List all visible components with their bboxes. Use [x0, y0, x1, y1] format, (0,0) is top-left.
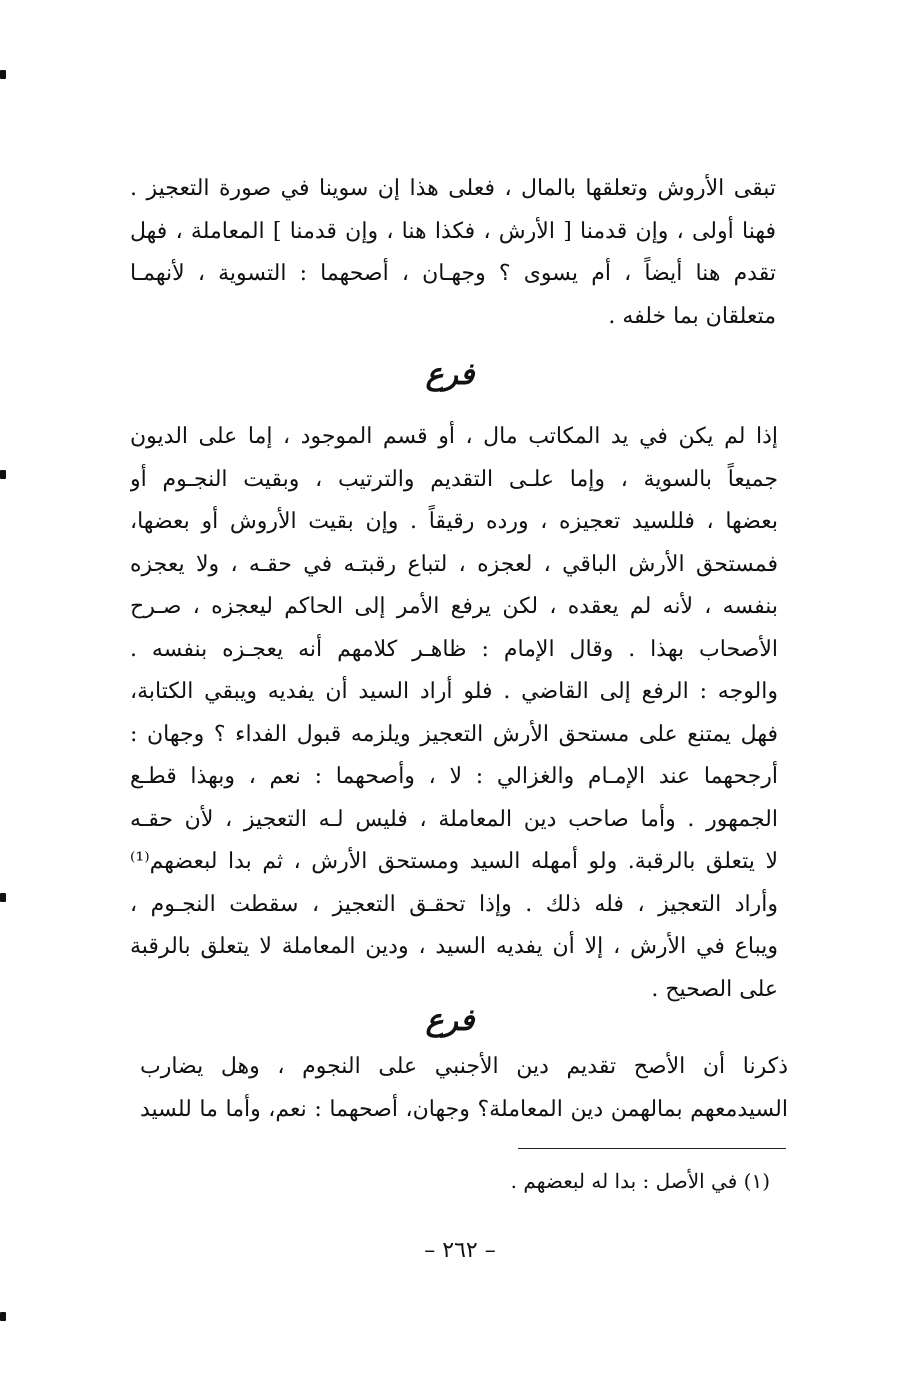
text-line: فمستحق الأرش الباقي ، لعجزه ، لتباع رقبتـه في حقـه ، ولا يعجزه [130, 551, 778, 577]
section-heading: فرع [425, 1003, 475, 1038]
scan-edge-mark [0, 470, 6, 479]
text-line: بعضها ، فللسيد تعجيزه ، ورده رقيقاً . وإن بقيت الأروش أو بعضها، [130, 509, 778, 534]
text-line: الجمهور . وأما صاحب دين المعاملة ، فليس لـه التعجيز ، لأن حقـه [130, 806, 778, 832]
text-line: جميعاً بالسوية ، وإما علـى التقديم والترتيب ، وبقيت النجـوم أو [130, 466, 778, 492]
paragraph-2 [130, 416, 778, 1011]
scan-edge-mark [0, 893, 6, 902]
text-line: والوجه : الرفع إلى القاضي . فلو أراد السيد أن يفديه ويبقي الكتابة، [130, 679, 778, 704]
paragraph-1 [130, 168, 776, 338]
footnote-divider [518, 1148, 786, 1149]
text-line: السيدمعهم بمالهمن دين المعاملة؟ وجهان، أصحهما : نعم، وأما ما للسيد [140, 1096, 788, 1122]
text-line: إذا لم يكن في يد المكاتب مال ، أو قسم الموجود ، إما على الديون [130, 424, 778, 449]
paragraph-3 [140, 1046, 788, 1131]
text-line: ذكرنا أن الأصح تقديم دين الأجنبي على النجوم ، وهل يضارب [140, 1054, 788, 1079]
text-line: متعلقان بما خلفه . [608, 303, 776, 329]
page-number: – ٢٦٢ – [424, 1238, 496, 1263]
footnote: (١) في الأصل : بدا له لبعضهم . [510, 1169, 770, 1193]
text-line: وأراد التعجيز ، فله ذلك . وإذا تحقـق التعجيز ، سقطت النجـوم ، [130, 891, 778, 917]
scan-edge-mark [0, 70, 6, 79]
text-line: ويباع في الأرش ، إلا أن يفديه السيد ، ودين المعاملة لا يتعلق بالرقبة [130, 934, 778, 959]
text-line: فهنا أولى ، وإن قدمنا [ الأرش ، فكذا هنا ، وإن قدمنا ] المعاملة ، فهل [130, 218, 776, 244]
text-line: بنفسه ، لأنه لم يعقده ، لكن يرفع الأمر إلى الحاكم ليعجزه ، صـرح [130, 594, 778, 619]
text-line: لا يتعلق بالرقبة. ولو أمهله السيد ومستحق الأرش ، ثم بدا لبعضهم⁽¹⁾ [130, 849, 778, 874]
text-line: فهل يمتنع على مستحق الأرش التعجيز ويلزمه قبول الفداء ؟ وجهان : [130, 721, 778, 747]
text-line: الأصحاب بهذا . وقال الإمام : ظاهـر كلامهم أنه يعجـزه بنفسه . [130, 636, 778, 662]
text-line: تبقى الأروش وتعلقها بالمال ، فعلى هذا إن سوينا في صورة التعجيز . [130, 176, 776, 201]
text-line: تقدم هنا أيضاً ، أم يسوى ؟ وجهـان ، أصحهما : التسوية ، لأنهمـا [130, 261, 776, 286]
text-line: على الصحيح . [651, 976, 778, 1002]
scan-edge-mark [0, 1312, 6, 1321]
text-line: أرجحهما عند الإمـام والغزالي : لا ، وأصحهما : نعم ، وبهذا قطـع [130, 764, 778, 789]
section-heading: فرع [425, 357, 475, 392]
